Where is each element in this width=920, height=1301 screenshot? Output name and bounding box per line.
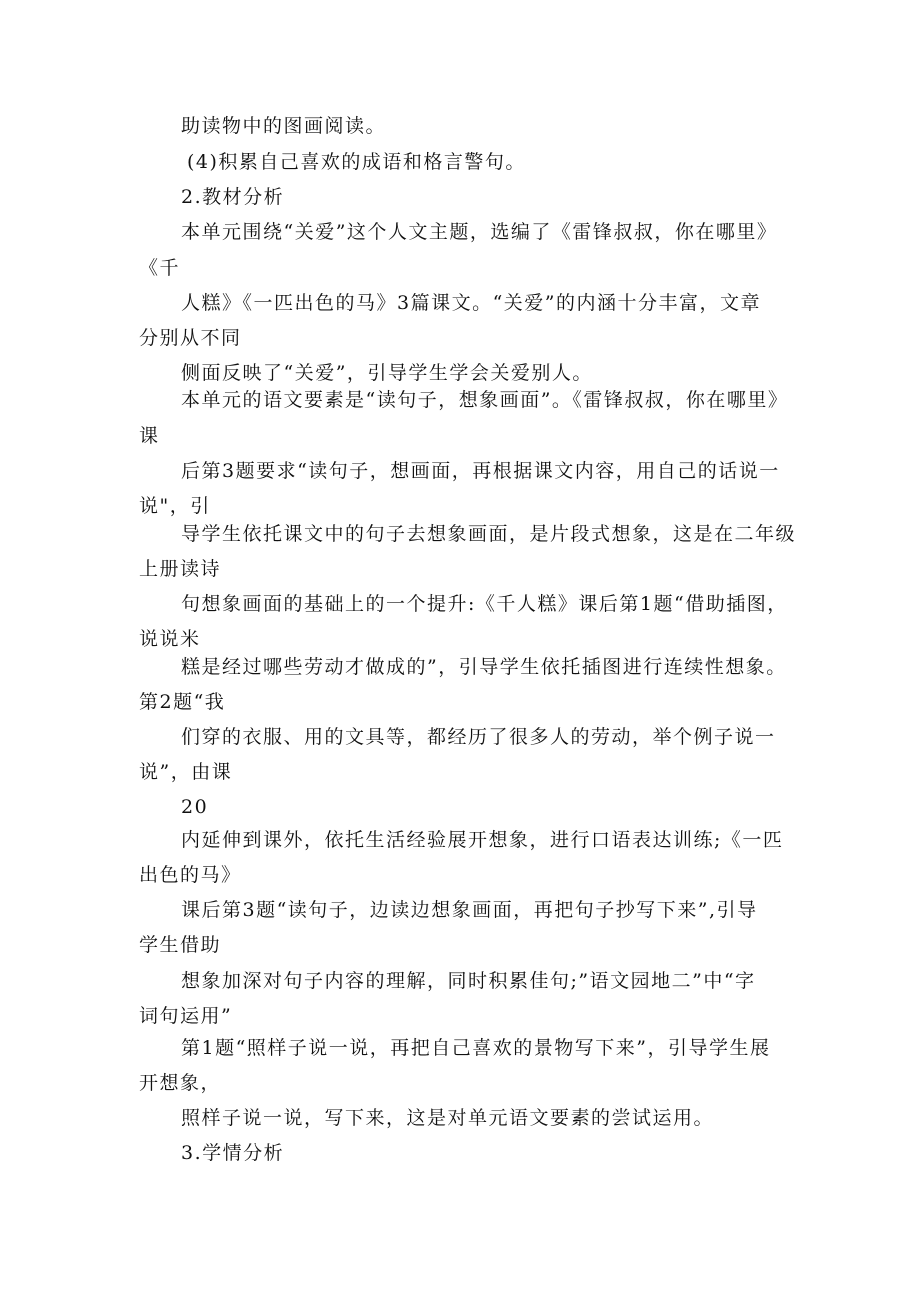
text-line: 上册读诗	[139, 558, 222, 580]
page-number: 20	[181, 796, 209, 818]
text-line: 课	[139, 425, 160, 447]
text-line: 说"，引	[139, 495, 211, 517]
text-line: 说”，由课	[139, 761, 233, 783]
section-heading: 3.学情分析	[181, 1142, 285, 1164]
text-line: 想象加深对句子内容的理解，同时积累佳句;”语文园地二”中“字	[181, 970, 756, 992]
text-line: (4)积累自己喜欢的成语和格言警句。	[187, 151, 526, 173]
text-line: 分别从不同	[139, 327, 242, 349]
text-line: 内延伸到课外，依托生活经验展开想象，进行口语表达训练;《一匹	[181, 829, 784, 851]
text-line: 助读物中的图画阅读。	[181, 115, 387, 137]
text-line: 人糕》《一匹出色的马》3篇课文。“关爱”的内涵十分丰富，文章	[181, 292, 762, 314]
text-line: 词句运用”	[139, 1005, 233, 1027]
text-line: 《千	[139, 257, 181, 279]
text-line: 课后第3题“读句子，边读边想象画面，再把句子抄写下来”,引导	[181, 899, 758, 921]
text-line: 本单元围绕“关爱”这个人文主题，选编了《雷锋叔叔，你在哪里》	[181, 221, 778, 243]
text-line: 本单元的语文要素是“读句子，想象画面”。《雷锋叔叔，你在哪里》	[181, 389, 789, 411]
text-line: 糕是经过哪些劳动才做成的”，引导学生依托插图进行连续性想象。	[181, 656, 787, 678]
text-line: 第2题“我	[139, 691, 226, 713]
text-line: 出色的马》	[139, 864, 242, 886]
text-line: 说说米	[139, 628, 201, 650]
text-line: 学生借助	[139, 934, 222, 956]
text-line: 们穿的衣服、用的文具等，都经历了很多人的劳动，举个例子说一	[181, 726, 776, 748]
text-line: 开想象，	[139, 1072, 222, 1094]
text-line: 照样子说一说，写下来，这是对单元语文要素的尝试运用。	[181, 1107, 715, 1129]
text-line: 后第3题要求“读句子，想画面，再根据课文内容，用自己的话说一	[181, 460, 780, 482]
text-line: 导学生依托课文中的句子去想象画面，是片段式想象，这是在二年级	[181, 523, 797, 545]
text-line: 句想象画面的基础上的一个提升:《千人糕》课后第1题“借助插图，	[181, 593, 788, 615]
text-line: 第1题“照样子说一说，再把自己喜欢的景物写下来”，引导学生展	[181, 1037, 771, 1059]
section-heading: 2.教材分析	[181, 186, 285, 208]
text-line: 侧面反映了“关爱”，引导学生学会关爱别人。	[181, 362, 593, 384]
